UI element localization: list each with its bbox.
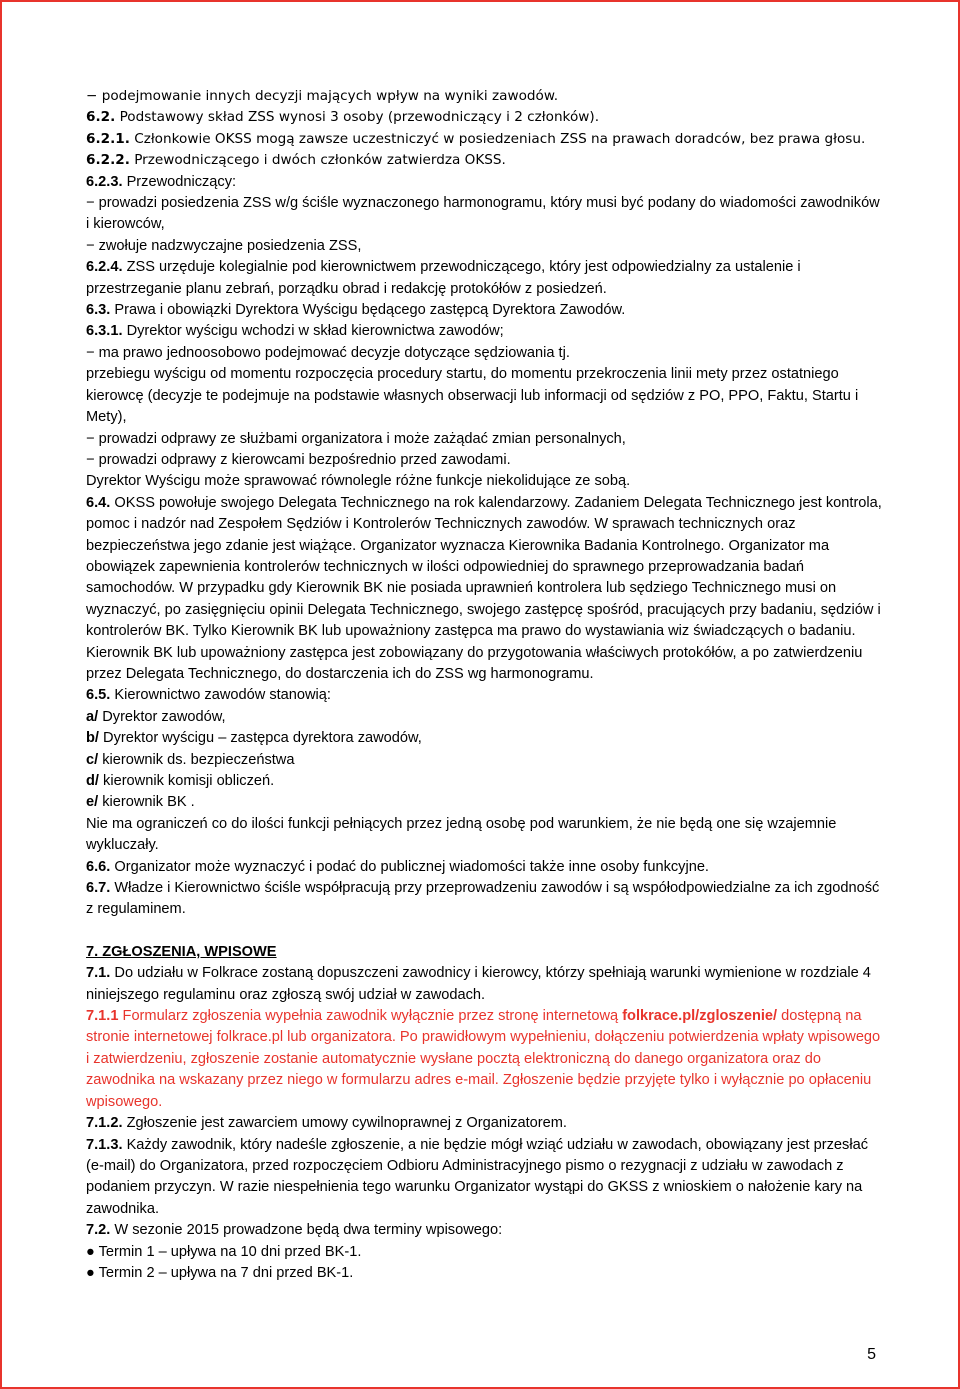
text: kierownik BK . [98, 794, 195, 811]
paragraph [86, 150, 886, 171]
paragraph [86, 172, 886, 193]
text: Dyrektor Wyścigu może sprawować równolegle różne funkcje niekolidujące ze sobą. [86, 473, 631, 490]
paragraph [86, 129, 886, 150]
section-number: 6.7. [86, 880, 111, 897]
text: kierownik komisji obliczeń. [98, 773, 275, 789]
text: Kierownictwo zawodów stanowią: [110, 687, 331, 704]
section-number: 6.2.4. [86, 259, 123, 276]
text: − prowadzi odprawy ze służbami organizatora i może zażądać zmian personalnych, [86, 430, 626, 447]
text: Dyrektor zawodów, [98, 708, 226, 725]
list-marker: b/ [86, 730, 99, 747]
text: Organizator może wyznaczyć i podać do publicznej wiadomości także inne osoby funkcyjne. [110, 858, 709, 875]
list-item [86, 707, 886, 728]
text: Do udziału w Folkrace zostaną dopuszczeni zawodnicy i kierowcy, którzy spełniają warunki wymienione w rozdziale 4 niniejszego regulaminu oraz zgłoszą swój udział w zawodach. [86, 965, 871, 1003]
list-item [86, 750, 886, 771]
text: − prowadzi odprawy z kierowcami bezpośrednio przed zawodami. [86, 451, 511, 468]
registration-link[interactable]: folkrace.pl/zgloszenie/ [622, 1008, 778, 1025]
paragraph [86, 86, 886, 107]
section-heading [86, 942, 886, 963]
section-number: 6.6. [86, 858, 111, 875]
paragraph [86, 321, 886, 342]
section-number: 7.1. [86, 965, 111, 982]
paragraph [86, 685, 886, 706]
paragraph [86, 343, 886, 364]
section-number: 7.1.2. [86, 1115, 123, 1132]
paragraph [86, 450, 886, 471]
paragraph [86, 193, 886, 236]
text: Członkowie OKSS mogą zawsze uczestniczyć w posiedzeniach ZSS na prawach doradców, bez prawa głosu. [129, 130, 866, 147]
list-item [86, 771, 886, 792]
section-number: 6.2.3. [86, 173, 123, 190]
text: W sezonie 2015 prowadzone będą dwa terminy wpisowego: [110, 1222, 503, 1239]
section-number: 6.3.1. [86, 323, 123, 340]
list-marker: d/ [86, 773, 99, 789]
section-number: 6.2. [86, 109, 116, 126]
text: dostępną na stronie internetowej folkrace.pl lub organizatora. Po prawidłowym wypełnieniu, dołączeniu potwierdzenia wpłaty wpisowego i zatwierdzeniu, zgłoszenie zostanie automatycznie wysłane pocztą elektroniczną do danego organizatora oraz do zawodnika na wskazany przez niego w formularzu adres e-mail. Zgłoszenie będzie przyjęte tylko i wyłącznie po opłaceniu wpisowego. [86, 1008, 881, 1110]
paragraph [86, 963, 886, 1006]
paragraph [86, 1135, 886, 1221]
text: Przewodniczący: [122, 173, 237, 190]
section-number: 6.2.1. [86, 130, 130, 147]
list-marker: c/ [86, 751, 99, 768]
section-number: 7.2. [86, 1222, 111, 1239]
section-number: 6.3. [86, 302, 111, 319]
list-item [86, 728, 886, 749]
text: przebiegu wyścigu od momentu rozpoczęcia procedury startu, do momentu przekroczenia linii mety przez ostatniego kierowcę (decyzje te podejmuje na podstawie własnych obserwacji lub informacji od sędziów z PO, PPO, Faktu, Startu i Mety), [86, 366, 859, 426]
text: Władze i Kierownictwo ściśle współpracują przy przeprowadzeniu zawodów i są współodpowiedzialne za ich zgodność z regulaminem. [86, 880, 880, 918]
paragraph [86, 364, 886, 428]
list-item [86, 1263, 886, 1284]
text: Prawa i obowiązki Dyrektora Wyścigu będącego zastępcą Dyrektora Zawodów. [110, 302, 626, 319]
text: Dyrektor wyścigu wchodzi w skład kierownictwa zawodów; [122, 323, 504, 340]
section-number: 6.2.2. [86, 152, 130, 169]
list-item [86, 792, 886, 813]
text: OKSS powołuje swojego Delegata Technicznego na rok kalendarzowy. Zadaniem Delegata Technicznego jest kontrola, pomoc i nadzór nad Zespołem Sędziów i Kontrolerów Technicznych zawodów. W sprawach technicznych oraz bezpieczeństwa jego zdanie jest wiążące. Organizator wyznacza Kierownika Badania Kontrolnego. Organizator ma obowiązek zapewnienia kontrolerów technicznych w ilości odpowiedniej do sprawnego przeprowadzania badań samochodów. W przypadku gdy Kierownik BK nie posiada uprawnień kontrolera lub sędziego Technicznego musi on wyznaczyć, po zasięgnięciu opinii Delegata Technicznego, swojego zastępcę spośród, pracujących przy badaniu, sędziów i kontrolerów BK. Tylko Kierownik BK lub upoważniony zastępca ma prawo do wystawiania wiz świadczących o badaniu. Kierownik BK lub upoważniony zastępca jest zobowiązany do przygotowania właściwych protokółów, a po zatwierdzeniu przez Delegata Technicznego, do dostarczenia ich do ZSS wg harmonogramu. [86, 494, 882, 682]
paragraph [86, 1113, 886, 1134]
paragraph-red [86, 1006, 886, 1113]
text: ● Termin 2 – upływa na 7 dni przed BK-1. [86, 1264, 354, 1281]
text: Podstawowy skład ZSS wynosi 3 osoby (przewodniczący i 2 członków). [115, 109, 600, 126]
list-marker: e/ [86, 794, 99, 811]
spacer [86, 921, 886, 942]
section-number: 6.4. [86, 494, 111, 511]
text: − prowadzi posiedzenia ZSS w/g ściśle wyznaczonego harmonogramu, który musi być podany do wiadomości zawodników i kierowców, [86, 195, 880, 233]
paragraph [86, 878, 886, 921]
text: ZSS urzęduje kolegialnie pod kierownictwem przewodniczącego, który jest odpowiedzialny za ustalenie i przestrzeganie planu zebrań, porządku obrad i redakcję protokółów z posiedzeń. [86, 259, 801, 297]
paragraph [86, 107, 886, 128]
paragraph [86, 493, 886, 686]
text: Zgłoszenie jest zawarciem umowy cywilnoprawnej z Organizatorem. [122, 1115, 567, 1132]
document-body [86, 86, 886, 1284]
text: ● Termin 1 – upływa na 10 dni przed BK-1. [86, 1243, 362, 1260]
section-number: 6.5. [86, 687, 111, 704]
text: Przewodniczącego i dwóch członków zatwierdza OKSS. [129, 152, 506, 169]
text: Każdy zawodnik, który nadeśle zgłoszenie, a nie będzie mógł wziąć udziału w zawodach, obowiązany jest przesłać (e-mail) do Organizatora, przed rozpoczęciem Odbioru Administracyjnego pismo o rezygnacji z udziału w zawodach z podaniem przyczyn. W razie niespełnienia tego warunku Organizator wystąpi do GKSS z wnioskiem o nałożenie kary na zawodnika. [86, 1136, 869, 1217]
paragraph [86, 257, 886, 300]
heading-text: 7. ZGŁOSZENIA, WPISOWE [86, 943, 277, 960]
section-number: 7.1.3. [86, 1136, 123, 1153]
paragraph [86, 300, 886, 321]
paragraph [86, 857, 886, 878]
text: Formularz zgłoszenia wypełnia zawodnik wyłącznie przez stronę internetową [118, 1008, 623, 1025]
text: − ma prawo jednoosobowo podejmować decyzje dotyczące sędziowania tj. [86, 344, 570, 361]
section-number: 7.1.1 [86, 1008, 119, 1025]
paragraph [86, 814, 886, 857]
paragraph [86, 1220, 886, 1241]
paragraph [86, 429, 886, 450]
text: Nie ma ograniczeń co do ilości funkcji pełniących przez jedną osobę pod warunkiem, że nie będą one się wzajemnie wykluczały. [86, 815, 837, 854]
paragraph [86, 236, 886, 257]
list-marker: a/ [86, 708, 99, 725]
list-item [86, 1242, 886, 1263]
page-number: 5 [867, 1346, 876, 1363]
text: kierownik ds. bezpieczeństwa [98, 751, 295, 768]
text: − podejmowanie innych decyzji mających wpływ na wyniki zawodów. [86, 88, 559, 104]
paragraph [86, 471, 886, 492]
text: Dyrektor wyścigu – zastępca dyrektora zawodów, [98, 730, 422, 747]
text: − zwołuje nadzwyczajne posiedzenia ZSS, [86, 237, 362, 254]
